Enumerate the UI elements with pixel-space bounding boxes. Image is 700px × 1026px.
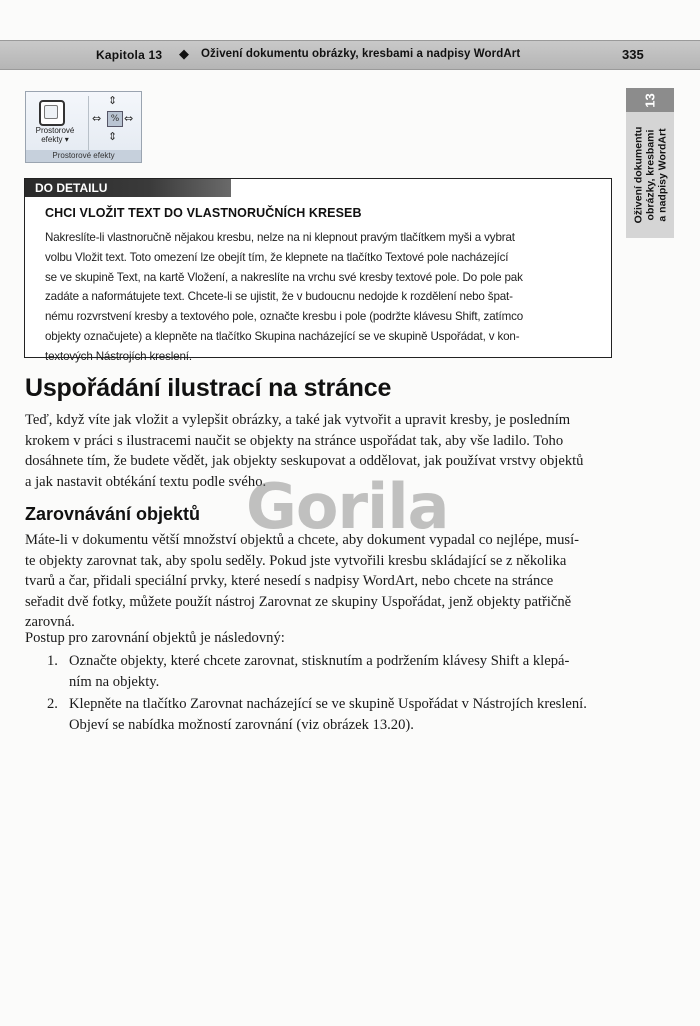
side-tab-number: 13: [626, 88, 674, 112]
tilt-right-icon: ⇔: [124, 112, 134, 125]
sidebar-tag: DO DETAILU: [25, 179, 231, 197]
running-header: [0, 40, 700, 70]
procedure-intro: Postup pro zarovnání objektů je následovný:: [25, 630, 285, 646]
subsection-paragraph: Máte-li v dokumentu větší množství objektů a chcete, aby dokument vypadal co nejlépe, musí- te objekty zarovnat tak, aby spolu seděly. Pokud jste vytvořili kresbu skládající se z několika tvarů a čar, přidali speciální prvky, které nesedí s nadpisy WordArt, nebo chcete na stránce seřadit dvě fotky, můžete použít nástroj Zarovnat ze skupiny Uspořádat, jenž objekty patřičně zarovná.: [25, 532, 580, 631]
side-tab-label: Oživení dokumentu obrázky, kresbami a nadpisy WordArt: [632, 126, 668, 224]
3d-toggle-icon: %: [107, 111, 123, 127]
tilt-down-icon: ⇕: [108, 130, 118, 143]
list-item: 2. Klepněte na tlačítko Zarovnat nacházející se ve skupině Uspořádat v Nástrojích kreslení. Objeví se nabídka možností zarovnání (viz obrázek 13.20).: [47, 696, 587, 733]
header-chapter: Kapitola 13: [96, 48, 163, 62]
tilt-left-icon: ⇔: [92, 112, 102, 125]
header-title: Oživení dokumentu obrázky, kresbami a nadpisy WordArt: [201, 48, 521, 60]
sidebar-title: CHCI VLOŽIT TEXT DO VLASTNORUČNÍCH KRESEB: [45, 206, 362, 220]
3d-effects-icon: [39, 100, 65, 126]
ribbon-screenshot: [25, 91, 142, 163]
section-intro: Teď, když víte jak vložit a vylepšit obrázky, a také jak vytvořit a upravit kresby, je posledním krokem v práci s ilustracemi naučit se objekty na stránce uspořádat tak, aby vše ladilo. Toho dosáhnete tím, že budete vědět, jak objekty seskupovat a oddělovat, jak používat vrstvy objektů a jak nastavit obtékání textu podle svého.: [25, 412, 584, 490]
page-number: 335: [622, 47, 644, 62]
gorila-watermark: Gorila: [246, 470, 449, 543]
sidebar-body: Nakreslíte-li vlastnoručně nějakou kresbu, nelze na ni klepnout pravým tlačítkem myši a vybrat volbu Vložit text. Toto omezení lze obejít tím, že klepnete na tlačítko Textové pole nacházející se ve skupině Text, na kartě Vložení, a nakreslíte na vrchu své kresby textové pole. Do pole pak zadáte a naformátujete text. Chcete-li se ujistit, že v budoucnu nedojde k rozdělení nebo špat- nému rozvrstvení kresby a textového pole, označte kresbu i pole (podržte klávesu Shift, zatímco objekty označujete) a klepněte na tlačítko Skupina nacházející se ve skupině Uspořádat, v kon- textových Nástrojích kreslení.: [45, 231, 524, 363]
section-heading: Uspořádání ilustrací na stránce: [25, 374, 392, 402]
ribbon-button-label: Prostorové efekty ▾: [35, 126, 75, 144]
list-item: 1. Označte objekty, které chcete zarovnat, stisknutím a podržením klávesy Shift a klepá- ním na objekty.: [47, 653, 570, 690]
ribbon-group-label: Prostorové efekty: [26, 150, 141, 162]
chapter-side-tab: [626, 88, 674, 238]
subsection-heading: Zarovnávání objektů: [25, 504, 201, 524]
detail-sidebar: [24, 178, 612, 363]
procedure-steps: [25, 651, 625, 737]
diamond-icon: ◆: [179, 47, 189, 62]
tilt-up-icon: ⇕: [108, 94, 118, 107]
